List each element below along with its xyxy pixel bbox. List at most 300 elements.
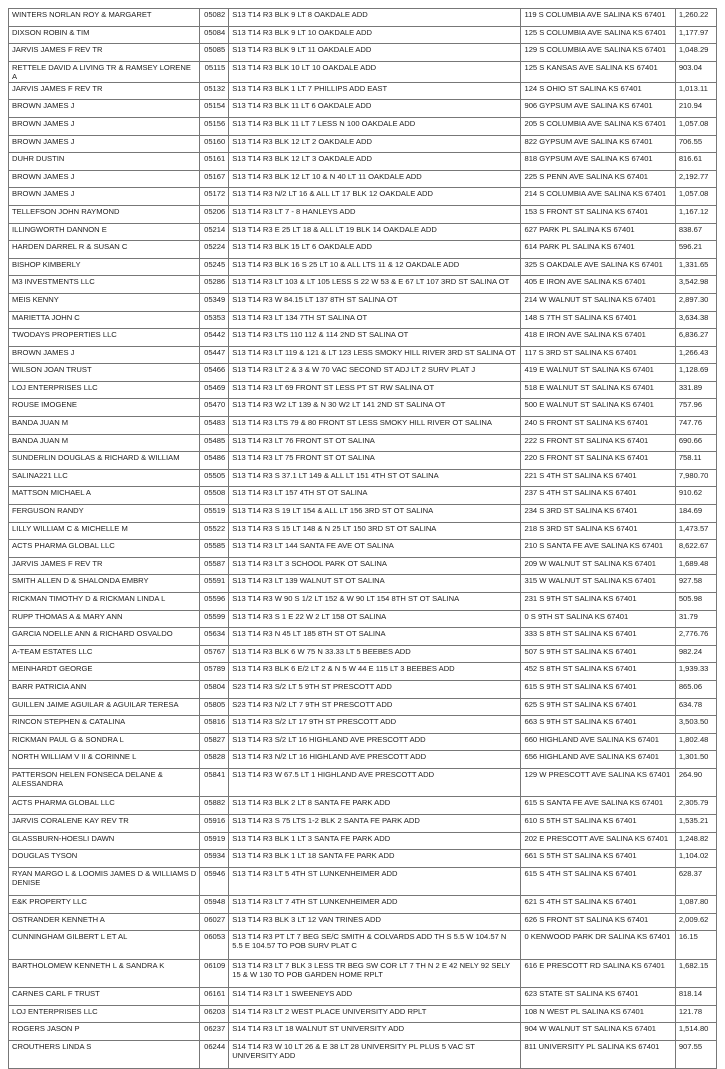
amount-cell: 1,682.15	[675, 959, 716, 987]
property-address-cell: 231 S 9TH ST SALINA KS 67401	[521, 593, 675, 611]
owner-cell: BARTHOLOMEW KENNETH L & SANDRA K	[9, 959, 200, 987]
property-address-cell: 222 S FRONT ST SALINA KS 67401	[521, 434, 675, 452]
legal-description-cell: S13 T14 R3 BLK 12 LT 3 OAKDALE ADD	[229, 153, 521, 171]
parcel-id-cell: 05816	[200, 716, 229, 734]
owner-cell: A-TEAM ESTATES LLC	[9, 645, 200, 663]
owner-cell: GUILLEN JAIME AGUILAR & AGUILAR TERESA	[9, 698, 200, 716]
owner-cell: BISHOP KIMBERLY	[9, 258, 200, 276]
amount-cell: 628.37	[675, 867, 716, 895]
amount-cell: 596.21	[675, 241, 716, 259]
amount-cell: 3,503.50	[675, 716, 716, 734]
parcel-id-cell: 05154	[200, 100, 229, 118]
table-row	[9, 931, 717, 959]
table-row	[9, 1005, 717, 1023]
legal-description-cell: S14 T14 R3 W 10 LT 26 & E 38 LT 28 UNIVERSITY PL PLUS 5 VAC ST UNIVERSITY ADD	[229, 1040, 521, 1068]
legal-description-cell: S13 T14 R3 BLK 1 LT 3 SANTA FE PARK ADD	[229, 832, 521, 850]
parcel-id-cell: 05828	[200, 751, 229, 769]
parcel-id-cell: 05827	[200, 733, 229, 751]
table-row	[9, 399, 717, 417]
amount-cell: 2,305.79	[675, 797, 716, 815]
property-address-cell: 405 E IRON AVE SALINA KS 67401	[521, 276, 675, 294]
parcel-id-cell: 06203	[200, 1005, 229, 1023]
amount-cell: 2,009.62	[675, 913, 716, 931]
amount-cell: 757.96	[675, 399, 716, 417]
table-row	[9, 716, 717, 734]
owner-cell: BANDA JUAN M	[9, 434, 200, 452]
owner-cell: RINCON STEPHEN & CATALINA	[9, 716, 200, 734]
owner-cell: RYAN MARGO L & LOOMIS JAMES D & WILLIAMS D DENISE	[9, 867, 200, 895]
table-row	[9, 867, 717, 895]
legal-description-cell: S13 T14 R3 LTS 79 & 80 FRONT ST LESS SMOKY HILL RIVER OT SALINA	[229, 417, 521, 435]
amount-cell: 706.55	[675, 135, 716, 153]
amount-cell: 1,939.33	[675, 663, 716, 681]
table-row	[9, 959, 717, 987]
parcel-id-cell: 05948	[200, 896, 229, 914]
parcel-id-cell: 05587	[200, 557, 229, 575]
parcel-id-cell: 05934	[200, 850, 229, 868]
owner-cell: GLASSBURN-HOESLI DAWN	[9, 832, 200, 850]
legal-description-cell: S14 T14 R3 LT 18 WALNUT ST UNIVERSITY ADD	[229, 1023, 521, 1041]
legal-description-cell: S13 T14 R3 BLK 2 LT 8 SANTA FE PARK ADD	[229, 797, 521, 815]
legal-description-cell: S13 T14 R3 PT LT 7 BEG SE/C SMITH & COLVARDS ADD TH S 5.5 W 104.57 N 5.5 E 104.57 TO POB SURV PLAT C	[229, 931, 521, 959]
amount-cell: 1,266.43	[675, 346, 716, 364]
parcel-id-cell: 05160	[200, 135, 229, 153]
legal-description-cell: S13 T14 R3 BLK 1 LT 7 PHILLIPS ADD EAST	[229, 82, 521, 100]
owner-cell: LILLY WILLIAM C & MICHELLE M	[9, 522, 200, 540]
owner-cell: M3 INVESTMENTS LLC	[9, 276, 200, 294]
owner-cell: JARVIS JAMES F REV TR	[9, 82, 200, 100]
amount-cell: 505.98	[675, 593, 716, 611]
property-address-cell: 663 S 9TH ST SALINA KS 67401	[521, 716, 675, 734]
legal-description-cell: S13 T14 R3 BLK 3 LT 12 VAN TRINES ADD	[229, 913, 521, 931]
owner-cell: BROWN JAMES J	[9, 188, 200, 206]
parcel-id-cell: 05085	[200, 44, 229, 62]
owner-cell: GARCIA NOELLE ANN & RICHARD OSVALDO	[9, 628, 200, 646]
parcel-id-cell: 05919	[200, 832, 229, 850]
table-row	[9, 557, 717, 575]
property-address-cell: 615 S SANTA FE AVE SALINA KS 67401	[521, 797, 675, 815]
amount-cell: 818.14	[675, 988, 716, 1006]
amount-cell: 982.24	[675, 645, 716, 663]
owner-cell: RICKMAN PAUL G & SONDRA L	[9, 733, 200, 751]
property-address-cell: 210 S SANTA FE AVE SALINA KS 67401	[521, 540, 675, 558]
parcel-id-cell: 05946	[200, 867, 229, 895]
legal-description-cell: S13 T14 R3 W 67.5 LT 1 HIGHLAND AVE PRESCOTT ADD	[229, 768, 521, 796]
legal-description-cell: S13 T14 R3 LT 157 4TH ST OT SALINA	[229, 487, 521, 505]
table-row	[9, 153, 717, 171]
property-address-cell: 221 S 4TH ST SALINA KS 67401	[521, 469, 675, 487]
parcel-id-cell: 05508	[200, 487, 229, 505]
amount-cell: 1,048.29	[675, 44, 716, 62]
amount-cell: 1,104.02	[675, 850, 716, 868]
table-row	[9, 797, 717, 815]
parcel-id-cell: 05469	[200, 381, 229, 399]
legal-description-cell: S13 T14 R3 LT 144 SANTA FE AVE OT SALINA	[229, 540, 521, 558]
property-address-cell: 117 S 3RD ST SALINA KS 67401	[521, 346, 675, 364]
amount-cell: 634.78	[675, 698, 716, 716]
delinquent-tax-table	[8, 8, 717, 1069]
amount-cell: 816.61	[675, 153, 716, 171]
amount-cell: 3,634.38	[675, 311, 716, 329]
property-address-cell: 500 E WALNUT ST SALINA KS 67401	[521, 399, 675, 417]
legal-description-cell: S13 T14 R3 LT 75 FRONT ST OT SALINA	[229, 452, 521, 470]
parcel-id-cell: 05286	[200, 276, 229, 294]
owner-cell: WILSON JOAN TRUST	[9, 364, 200, 382]
legal-description-cell: S23 T14 R3 N/2 LT 7 9TH ST PRESCOTT ADD	[229, 698, 521, 716]
property-address-cell: 610 S 5TH ST SALINA KS 67401	[521, 814, 675, 832]
table-row	[9, 913, 717, 931]
table-row	[9, 575, 717, 593]
owner-cell: ROGERS JASON P	[9, 1023, 200, 1041]
property-address-cell: 452 S 8TH ST SALINA KS 67401	[521, 663, 675, 681]
legal-description-cell: S13 T14 R3 BLK 6 E/2 LT 2 & N 5 W 44 E 115 LT 3 BEEBES ADD	[229, 663, 521, 681]
legal-description-cell: S13 T14 R3 LT 7 BLK 3 LESS TR BEG SW COR LT 7 TH N 2 E 42 NELY 92 SELY 15 & W 130 TO POB GARDEN HOME RPLT	[229, 959, 521, 987]
table-row	[9, 82, 717, 100]
parcel-id-cell: 05353	[200, 311, 229, 329]
legal-description-cell: S13 T14 R3 LT 103 & LT 105 LESS S 22 W 53 & E 67 LT 107 3RD ST SALINA OT	[229, 276, 521, 294]
legal-description-cell: S13 T14 R3 BLK 9 LT 8 OAKDALE ADD	[229, 9, 521, 27]
legal-description-cell: S13 T14 R3 BLK 10 LT 10 OAKDALE ADD	[229, 61, 521, 82]
owner-cell: SUNDERLIN DOUGLAS & RICHARD & WILLIAM	[9, 452, 200, 470]
legal-description-cell: S13 T14 R3 LT 139 WALNUT ST OT SALINA	[229, 575, 521, 593]
property-address-cell: 811 UNIVERSITY PL SALINA KS 67401	[521, 1040, 675, 1068]
property-address-cell: 0 S 9TH ST SALINA KS 67401	[521, 610, 675, 628]
property-address-cell: 614 PARK PL SALINA KS 67401	[521, 241, 675, 259]
property-address-cell: 627 PARK PL SALINA KS 67401	[521, 223, 675, 241]
parcel-id-cell: 05841	[200, 768, 229, 796]
owner-cell: WINTERS NORLAN ROY & MARGARET	[9, 9, 200, 27]
property-address-cell: 418 E IRON AVE SALINA KS 67401	[521, 329, 675, 347]
legal-description-cell: S13 T14 R3 N/2 LT 16 & ALL LT 17 BLK 12 OAKDALE ADD	[229, 188, 521, 206]
table-row	[9, 680, 717, 698]
owner-cell: RETTELE DAVID A LIVING TR & RAMSEY LORENE A	[9, 61, 200, 82]
property-address-cell: 623 STATE ST SALINA KS 67401	[521, 988, 675, 1006]
parcel-id-cell: 05519	[200, 505, 229, 523]
owner-cell: ACTS PHARMA GLOBAL LLC	[9, 797, 200, 815]
parcel-id-cell: 05224	[200, 241, 229, 259]
property-address-cell: 129 W PRESCOTT AVE SALINA KS 67401	[521, 768, 675, 796]
table-body	[9, 9, 717, 1069]
legal-description-cell: S13 T14 R3 BLK 11 LT 6 OAKDALE ADD	[229, 100, 521, 118]
parcel-id-cell: 05115	[200, 61, 229, 82]
property-address-cell: 119 S COLUMBIA AVE SALINA KS 67401	[521, 9, 675, 27]
parcel-id-cell: 05599	[200, 610, 229, 628]
parcel-id-cell: 06244	[200, 1040, 229, 1068]
parcel-id-cell: 05483	[200, 417, 229, 435]
owner-cell: TELLEFSON JOHN RAYMOND	[9, 205, 200, 223]
amount-cell: 1,802.48	[675, 733, 716, 751]
amount-cell: 1,301.50	[675, 751, 716, 769]
parcel-id-cell: 05167	[200, 170, 229, 188]
table-row	[9, 698, 717, 716]
amount-cell: 264.90	[675, 768, 716, 796]
amount-cell: 1,177.97	[675, 26, 716, 44]
table-row	[9, 205, 717, 223]
amount-cell: 747.76	[675, 417, 716, 435]
parcel-id-cell: 05132	[200, 82, 229, 100]
property-address-cell: 906 GYPSUM AVE SALINA KS 67401	[521, 100, 675, 118]
table-row	[9, 170, 717, 188]
property-address-cell: 124 S OHIO ST SALINA KS 67401	[521, 82, 675, 100]
property-address-cell: 218 S 3RD ST SALINA KS 67401	[521, 522, 675, 540]
table-row	[9, 329, 717, 347]
legal-description-cell: S13 T14 R3 S 19 LT 154 & ALL LT 156 3RD ST OT SALINA	[229, 505, 521, 523]
legal-description-cell: S13 T14 R3 LT 5 4TH ST LUNKENHEIMER ADD	[229, 867, 521, 895]
owner-cell: E&K PROPERTY LLC	[9, 896, 200, 914]
property-address-cell: 904 W WALNUT ST SALINA KS 67401	[521, 1023, 675, 1041]
table-row	[9, 61, 717, 82]
property-address-cell: 315 W WALNUT ST SALINA KS 67401	[521, 575, 675, 593]
amount-cell: 121.78	[675, 1005, 716, 1023]
property-address-cell: 660 HIGHLAND AVE SALINA KS 67401	[521, 733, 675, 751]
table-row	[9, 9, 717, 27]
owner-cell: RUPP THOMAS A & MARY ANN	[9, 610, 200, 628]
table-row	[9, 258, 717, 276]
owner-cell: PATTERSON HELEN FONSECA DELANE & ALESSANDRA	[9, 768, 200, 796]
amount-cell: 1,167.12	[675, 205, 716, 223]
owner-cell: MARIETTA JOHN C	[9, 311, 200, 329]
amount-cell: 31.79	[675, 610, 716, 628]
property-address-cell: 209 W WALNUT ST SALINA KS 67401	[521, 557, 675, 575]
owner-cell: BROWN JAMES J	[9, 100, 200, 118]
owner-cell: DIXSON ROBIN & TIM	[9, 26, 200, 44]
table-row	[9, 44, 717, 62]
amount-cell: 1,260.22	[675, 9, 716, 27]
table-row	[9, 117, 717, 135]
parcel-id-cell: 05805	[200, 698, 229, 716]
table-row	[9, 768, 717, 796]
parcel-id-cell: 06027	[200, 913, 229, 931]
owner-cell: BROWN JAMES J	[9, 117, 200, 135]
legal-description-cell: S13 T14 R3 W 84.15 LT 137 8TH ST SALINA OT	[229, 293, 521, 311]
property-address-cell: 333 S 8TH ST SALINA KS 67401	[521, 628, 675, 646]
owner-cell: BARR PATRICIA ANN	[9, 680, 200, 698]
legal-description-cell: S13 T14 R3 BLK 12 LT 10 & N 40 LT 11 OAKDALE ADD	[229, 170, 521, 188]
property-address-cell: 325 S OAKDALE AVE SALINA KS 67401	[521, 258, 675, 276]
legal-description-cell: S13 T14 R3 BLK 11 LT 7 LESS N 100 OAKDALE ADD	[229, 117, 521, 135]
parcel-id-cell: 05522	[200, 522, 229, 540]
amount-cell: 3,542.98	[675, 276, 716, 294]
table-row	[9, 26, 717, 44]
owner-cell: DUHR DUSTIN	[9, 153, 200, 171]
table-row	[9, 293, 717, 311]
owner-cell: BROWN JAMES J	[9, 170, 200, 188]
property-address-cell: 148 S 7TH ST SALINA KS 67401	[521, 311, 675, 329]
table-row	[9, 814, 717, 832]
owner-cell: JARVIS CORALENE KAY REV TR	[9, 814, 200, 832]
amount-cell: 331.89	[675, 381, 716, 399]
parcel-id-cell: 05596	[200, 593, 229, 611]
property-address-cell: 661 S 5TH ST SALINA KS 67401	[521, 850, 675, 868]
owner-cell: OSTRANDER KENNETH A	[9, 913, 200, 931]
parcel-id-cell: 06237	[200, 1023, 229, 1041]
property-address-cell: 220 S FRONT ST SALINA KS 67401	[521, 452, 675, 470]
property-address-cell: 616 E PRESCOTT RD SALINA KS 67401	[521, 959, 675, 987]
parcel-id-cell: 05466	[200, 364, 229, 382]
legal-description-cell: S13 T14 R3 S 1 E 22 W 2 LT 158 OT SALINA	[229, 610, 521, 628]
legal-description-cell: S13 T14 R3 S/2 LT 16 HIGHLAND AVE PRESCOTT ADD	[229, 733, 521, 751]
amount-cell: 758.11	[675, 452, 716, 470]
owner-cell: CUNNINGHAM GILBERT L ET AL	[9, 931, 200, 959]
property-address-cell: 626 S FRONT ST SALINA KS 67401	[521, 913, 675, 931]
legal-description-cell: S13 T14 R3 E 25 LT 18 & ALL LT 19 BLK 14 OAKDALE ADD	[229, 223, 521, 241]
property-address-cell: 214 W WALNUT ST SALINA KS 67401	[521, 293, 675, 311]
amount-cell: 1,689.48	[675, 557, 716, 575]
table-row	[9, 381, 717, 399]
owner-cell: MEINHARDT GEORGE	[9, 663, 200, 681]
legal-description-cell: S13 T14 R3 LT 2 & 3 & W 70 VAC SECOND ST ADJ LT 2 SURV PLAT J	[229, 364, 521, 382]
legal-description-cell: S13 T14 R3 N/2 LT 16 HIGHLAND AVE PRESCOTT ADD	[229, 751, 521, 769]
owner-cell: ACTS PHARMA GLOBAL LLC	[9, 540, 200, 558]
owner-cell: BANDA JUAN M	[9, 417, 200, 435]
property-address-cell: 125 S COLUMBIA AVE SALINA KS 67401	[521, 26, 675, 44]
legal-description-cell: S13 T14 R3 N 45 LT 185 8TH ST OT SALINA	[229, 628, 521, 646]
amount-cell: 1,128.69	[675, 364, 716, 382]
parcel-id-cell: 05245	[200, 258, 229, 276]
owner-cell: LOJ ENTERPRISES LLC	[9, 381, 200, 399]
amount-cell: 838.67	[675, 223, 716, 241]
table-row	[9, 751, 717, 769]
amount-cell: 1,535.21	[675, 814, 716, 832]
legal-description-cell: S13 T14 R3 S 75 LTS 1-2 BLK 2 SANTA FE PARK ADD	[229, 814, 521, 832]
property-address-cell: 214 S COLUMBIA AVE SALINA KS 67401	[521, 188, 675, 206]
property-address-cell: 507 S 9TH ST SALINA KS 67401	[521, 645, 675, 663]
parcel-id-cell: 05172	[200, 188, 229, 206]
table-row	[9, 505, 717, 523]
owner-cell: TWODAYS PROPERTIES LLC	[9, 329, 200, 347]
property-address-cell: 518 E WALNUT ST SALINA KS 67401	[521, 381, 675, 399]
legal-description-cell: S13 T14 R3 BLK 12 LT 2 OAKDALE ADD	[229, 135, 521, 153]
legal-description-cell: S13 T14 R3 LT 7 4TH ST LUNKENHEIMER ADD	[229, 896, 521, 914]
property-address-cell: 125 S KANSAS AVE SALINA KS 67401	[521, 61, 675, 82]
amount-cell: 6,836.27	[675, 329, 716, 347]
parcel-id-cell: 05082	[200, 9, 229, 27]
table-row	[9, 610, 717, 628]
table-row	[9, 540, 717, 558]
parcel-id-cell: 05804	[200, 680, 229, 698]
parcel-id-cell: 06053	[200, 931, 229, 959]
legal-description-cell: S13 T14 R3 BLK 6 W 75 N 33.33 LT 5 BEEBES ADD	[229, 645, 521, 663]
legal-description-cell: S13 T14 R3 BLK 16 S 25 LT 10 & ALL LTS 11 & 12 OAKDALE ADD	[229, 258, 521, 276]
amount-cell: 1,331.65	[675, 258, 716, 276]
property-address-cell: 225 S PENN AVE SALINA KS 67401	[521, 170, 675, 188]
table-row	[9, 452, 717, 470]
legal-description-cell: S13 T14 R3 BLK 15 LT 6 OAKDALE ADD	[229, 241, 521, 259]
table-row	[9, 663, 717, 681]
owner-cell: SMITH ALLEN D & SHALONDA EMBRY	[9, 575, 200, 593]
amount-cell: 2,897.30	[675, 293, 716, 311]
parcel-id-cell: 05882	[200, 797, 229, 815]
parcel-id-cell: 05916	[200, 814, 229, 832]
owner-cell: CARNES CARL F TRUST	[9, 988, 200, 1006]
parcel-id-cell: 05206	[200, 205, 229, 223]
amount-cell: 2,776.76	[675, 628, 716, 646]
table-row	[9, 988, 717, 1006]
property-address-cell: 240 S FRONT ST SALINA KS 67401	[521, 417, 675, 435]
owner-cell: MEIS KENNY	[9, 293, 200, 311]
table-row	[9, 276, 717, 294]
parcel-id-cell: 05505	[200, 469, 229, 487]
table-row	[9, 487, 717, 505]
property-address-cell: 129 S COLUMBIA AVE SALINA KS 67401	[521, 44, 675, 62]
amount-cell: 907.55	[675, 1040, 716, 1068]
parcel-id-cell: 06109	[200, 959, 229, 987]
table-row	[9, 241, 717, 259]
legal-description-cell: S13 T14 R3 BLK 9 LT 10 OAKDALE ADD	[229, 26, 521, 44]
table-row	[9, 188, 717, 206]
amount-cell: 16.15	[675, 931, 716, 959]
parcel-id-cell: 05485	[200, 434, 229, 452]
amount-cell: 903.04	[675, 61, 716, 82]
table-row	[9, 469, 717, 487]
property-address-cell: 625 S 9TH ST SALINA KS 67401	[521, 698, 675, 716]
legal-description-cell: S13 T14 R3 S 15 LT 148 & N 25 LT 150 3RD ST OT SALINA	[229, 522, 521, 540]
legal-description-cell: S13 T14 R3 W2 LT 139 & N 30 W2 LT 141 2ND ST SALINA OT	[229, 399, 521, 417]
amount-cell: 2,192.77	[675, 170, 716, 188]
property-address-cell: 419 E WALNUT ST SALINA KS 67401	[521, 364, 675, 382]
amount-cell: 1,057.08	[675, 117, 716, 135]
table-row	[9, 1023, 717, 1041]
table-row	[9, 311, 717, 329]
property-address-cell: 237 S 4TH ST SALINA KS 67401	[521, 487, 675, 505]
amount-cell: 1,473.57	[675, 522, 716, 540]
table-row	[9, 1040, 717, 1068]
amount-cell: 1,013.11	[675, 82, 716, 100]
parcel-id-cell: 05486	[200, 452, 229, 470]
parcel-id-cell: 05634	[200, 628, 229, 646]
property-address-cell: 656 HIGHLAND AVE SALINA KS 67401	[521, 751, 675, 769]
property-address-cell: 818 GYPSUM AVE SALINA KS 67401	[521, 153, 675, 171]
table-row	[9, 850, 717, 868]
property-address-cell: 234 S 3RD ST SALINA KS 67401	[521, 505, 675, 523]
table-row	[9, 364, 717, 382]
table-row	[9, 434, 717, 452]
owner-cell: LOJ ENTERPRISES LLC	[9, 1005, 200, 1023]
property-address-cell: 153 S FRONT ST SALINA KS 67401	[521, 205, 675, 223]
amount-cell: 910.62	[675, 487, 716, 505]
amount-cell: 7,980.70	[675, 469, 716, 487]
owner-cell: ILLINGWORTH DANNON E	[9, 223, 200, 241]
parcel-id-cell: 06161	[200, 988, 229, 1006]
property-address-cell: 615 S 4TH ST SALINA KS 67401	[521, 867, 675, 895]
table-row	[9, 417, 717, 435]
legal-description-cell: S13 T14 R3 LT 76 FRONT ST OT SALINA	[229, 434, 521, 452]
property-address-cell: 205 S COLUMBIA AVE SALINA KS 67401	[521, 117, 675, 135]
property-address-cell: 822 GYPSUM AVE SALINA KS 67401	[521, 135, 675, 153]
owner-cell: BROWN JAMES J	[9, 346, 200, 364]
parcel-id-cell: 05767	[200, 645, 229, 663]
legal-description-cell: S13 T14 R3 LT 7 - 8 HANLEYS ADD	[229, 205, 521, 223]
owner-cell: ROUSE IMOGENE	[9, 399, 200, 417]
legal-description-cell: S13 T14 R3 LT 119 & 121 & LT 123 LESS SMOKY HILL RIVER 3RD ST SALINA OT	[229, 346, 521, 364]
owner-cell: JARVIS JAMES F REV TR	[9, 557, 200, 575]
table-row	[9, 593, 717, 611]
owner-cell: FERGUSON RANDY	[9, 505, 200, 523]
legal-description-cell: S13 T14 R3 S 37.1 LT 149 & ALL LT 151 4TH ST OT SALINA	[229, 469, 521, 487]
parcel-id-cell: 05156	[200, 117, 229, 135]
property-address-cell: 0 KENWOOD PARK DR SALINA KS 67401	[521, 931, 675, 959]
amount-cell: 8,622.67	[675, 540, 716, 558]
parcel-id-cell: 05585	[200, 540, 229, 558]
legal-description-cell: S13 T14 R3 S/2 LT 17 9TH ST PRESCOTT ADD	[229, 716, 521, 734]
owner-cell: CROUTHERS LINDA S	[9, 1040, 200, 1068]
table-row	[9, 223, 717, 241]
parcel-id-cell: 05442	[200, 329, 229, 347]
parcel-id-cell: 05447	[200, 346, 229, 364]
amount-cell: 1,087.80	[675, 896, 716, 914]
parcel-id-cell: 05789	[200, 663, 229, 681]
table-row	[9, 733, 717, 751]
